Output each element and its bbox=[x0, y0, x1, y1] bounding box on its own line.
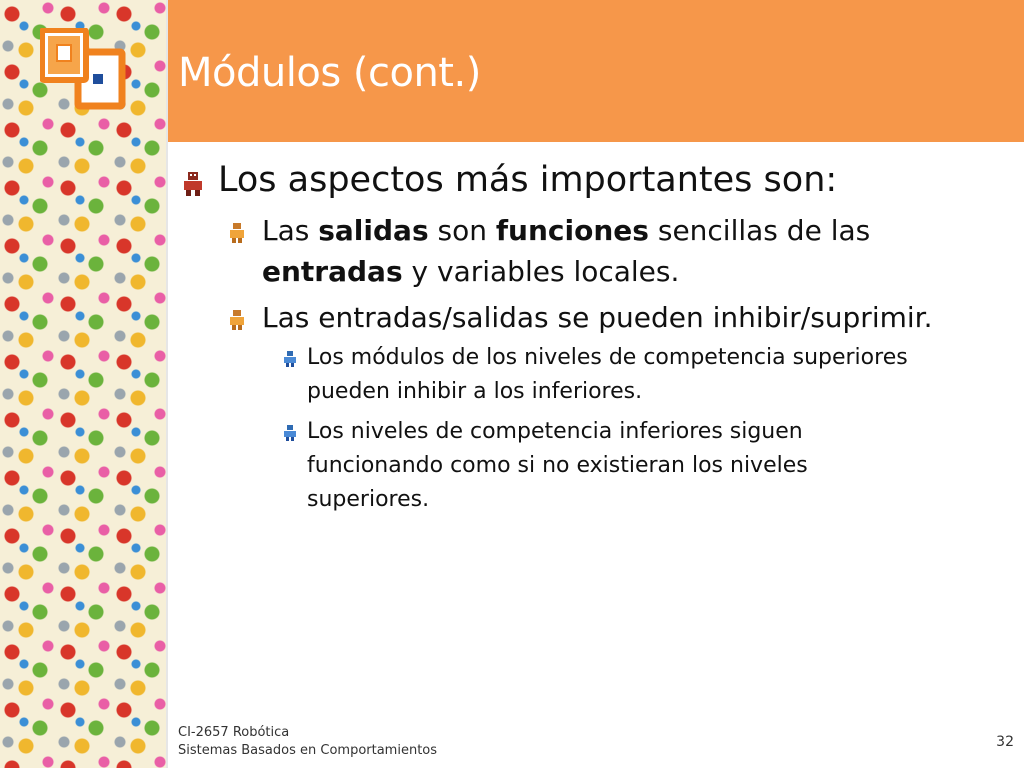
bullet-text-part: Las bbox=[262, 214, 319, 247]
page-number: 32 bbox=[996, 734, 1014, 750]
bullet-text-part: y variables locales. bbox=[402, 255, 680, 288]
small-robot-icon bbox=[228, 309, 246, 331]
footer-course: CI-2657 Robótica bbox=[178, 725, 290, 740]
robot-icon bbox=[180, 171, 206, 197]
bullet-level2 bbox=[180, 210, 1000, 292]
slide-content bbox=[180, 150, 1000, 517]
bullet-line: pueden inhibir a los inferiores. bbox=[307, 379, 643, 404]
robot-pattern-strip bbox=[0, 0, 168, 768]
bullet-text-part: sencillas de las bbox=[648, 214, 871, 247]
bullet-level1-text: Los aspectos más importantes son: bbox=[218, 160, 838, 200]
bullet-level3 bbox=[180, 341, 1000, 409]
bullet-line: superiores. bbox=[307, 487, 430, 512]
tiny-robot-icon bbox=[283, 351, 297, 367]
small-robot-icon bbox=[228, 222, 246, 244]
bullet-level2 bbox=[180, 297, 1000, 338]
slide-title: Módulos (cont.) bbox=[178, 50, 481, 96]
bold-term-entradas: entradas bbox=[262, 255, 403, 288]
bullet-level2-text: Las entradas/salidas se pueden inhibir/suprimir. bbox=[262, 301, 933, 334]
bullet-line: Los niveles de competencia inferiores siguen bbox=[307, 419, 803, 444]
bold-term-salidas: salidas bbox=[318, 214, 429, 247]
logo-icon bbox=[40, 28, 130, 112]
bullet-line: funcionando como si no existieran los niveles bbox=[307, 453, 808, 478]
bullet-text-part: son bbox=[428, 214, 496, 247]
footer bbox=[178, 724, 437, 760]
bullet-level1 bbox=[180, 158, 1000, 202]
bullet-level3 bbox=[180, 415, 1000, 517]
bold-term-funciones: funciones bbox=[495, 214, 649, 247]
bullet-line: Los módulos de los niveles de competencia superiores bbox=[307, 345, 908, 370]
tiny-robot-icon bbox=[283, 425, 297, 441]
footer-topic: Sistemas Basados en Comportamientos bbox=[178, 743, 438, 758]
